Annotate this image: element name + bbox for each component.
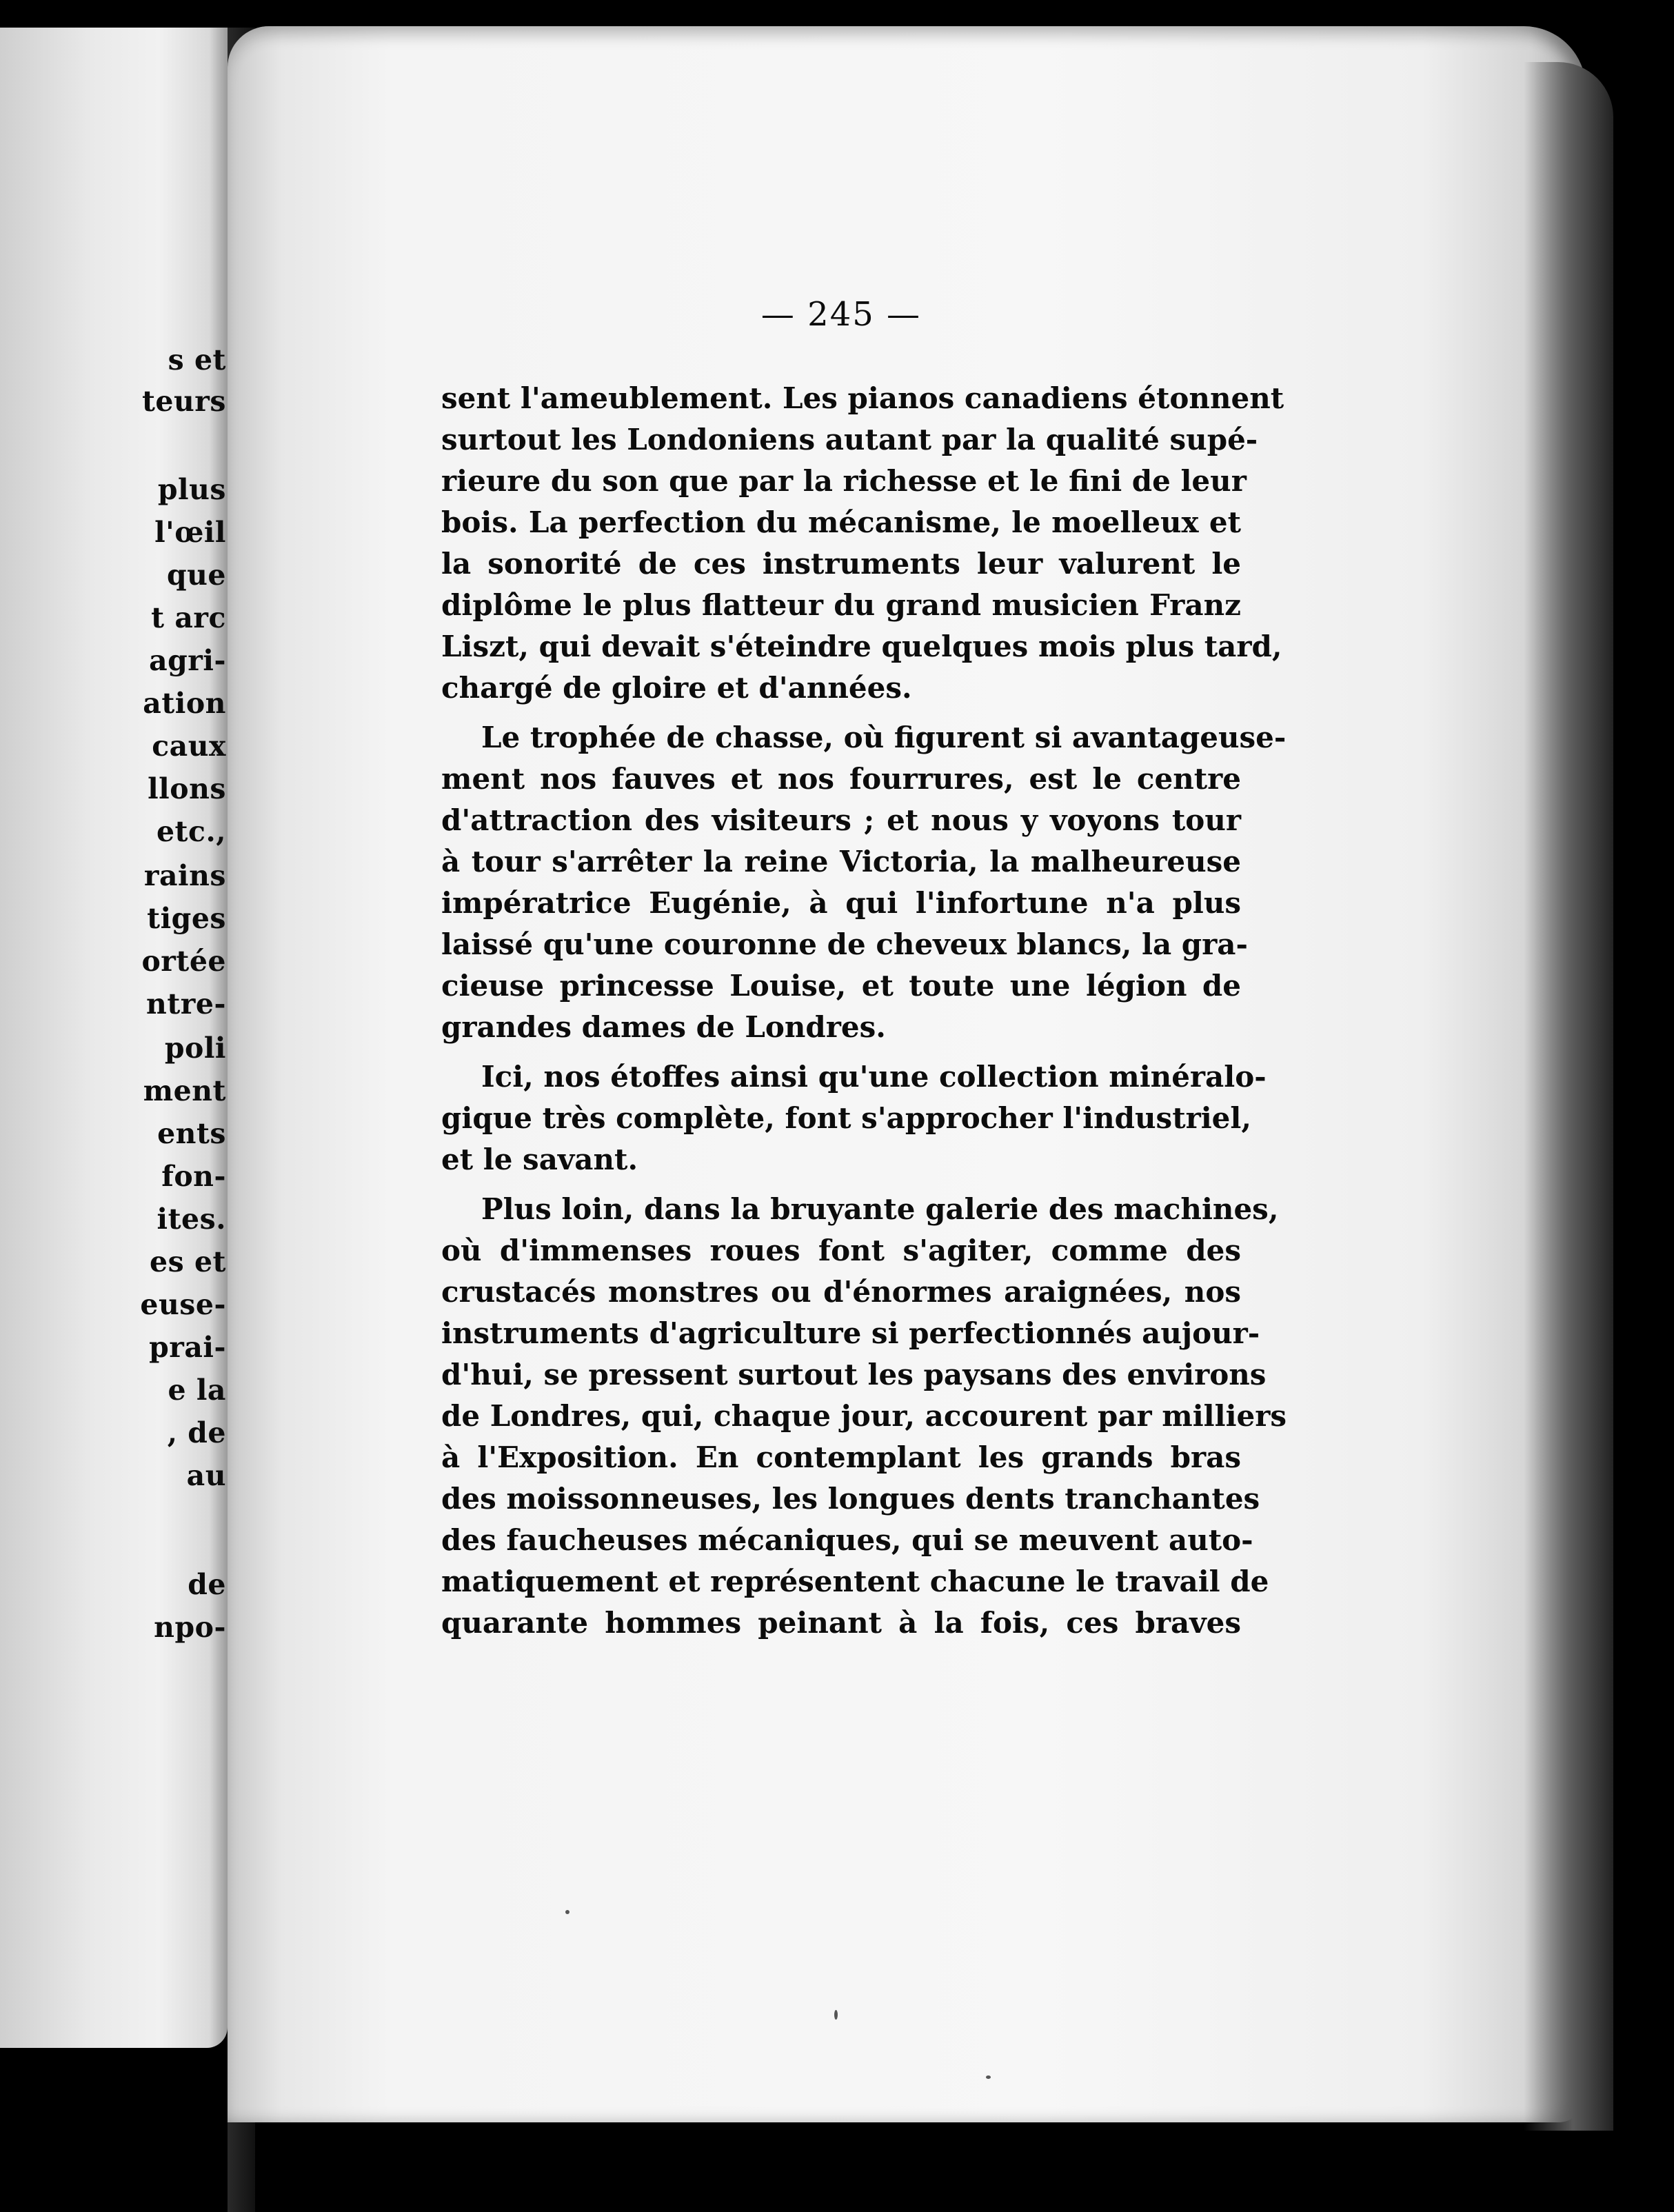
text-line: laissé qu'une couronne de cheveux blancs, la gra-: [441, 927, 1248, 961]
text-line: ment nos fauves et nos fourrures, est le centre: [441, 762, 1241, 796]
previous-page-line: teurs: [141, 385, 226, 418]
text-line: crustacés monstres ou d'énormes araignées, nos: [441, 1275, 1241, 1309]
text-line: matiquement et représentent chacune le travail de: [441, 1565, 1269, 1598]
previous-page-line: t arc: [151, 601, 226, 634]
text-line: d'attraction des visiteurs ; et nous y voyons tour: [441, 803, 1241, 837]
text-line: la sonorité de ces instruments leur valurent le: [441, 547, 1241, 581]
paper-speck: [986, 2075, 991, 2079]
text-line: Le trophée de chasse, où figurent si avantageuse-: [481, 721, 1287, 754]
previous-page-line: tiges: [147, 902, 226, 935]
previous-page-line: ents: [157, 1117, 226, 1150]
previous-page-line: ation: [143, 687, 226, 720]
previous-page-line: es et: [150, 1245, 226, 1278]
text-line: d'hui, se pressent surtout les paysans des environs: [441, 1358, 1267, 1391]
text-line: Plus loin, dans la bruyante galerie des machines,: [481, 1192, 1279, 1226]
page-number: — 245 —: [760, 295, 922, 334]
text-line: à tour s'arrêter la reine Victoria, la malheureuse: [441, 845, 1241, 878]
paragraph: [441, 1189, 1287, 1644]
previous-page-fragment: [0, 28, 228, 2048]
previous-page-line: caux: [152, 730, 226, 763]
previous-page-line: llons: [148, 772, 226, 805]
paper-speck: [565, 1910, 569, 1914]
previous-page-line: que: [166, 559, 226, 592]
previous-page-line: ortée: [141, 945, 226, 978]
previous-page-line: s et: [168, 343, 226, 376]
previous-page-line: fon-: [161, 1160, 226, 1193]
previous-page-line: npo-: [154, 1611, 226, 1644]
text-line: chargé de gloire et d'années.: [441, 671, 912, 705]
body-text: [441, 378, 1287, 1652]
previous-page-line: au: [186, 1459, 226, 1492]
paragraph: [441, 378, 1284, 709]
previous-page-line: plus: [157, 473, 226, 506]
text-line: cieuse princesse Louise, et toute une légion de: [441, 969, 1241, 1003]
previous-page-line: prai-: [149, 1331, 226, 1364]
text-line: Liszt, qui devait s'éteindre quelques mois plus tard,: [441, 630, 1282, 663]
previous-page-line: l'œil: [154, 516, 226, 549]
previous-page-line: rains: [143, 859, 226, 892]
text-line: où d'immenses roues font s'agiter, comme des: [441, 1234, 1241, 1267]
paragraph: [441, 1056, 1267, 1180]
previous-page-line: poli: [164, 1032, 226, 1065]
text-line: surtout les Londoniens autant par la qualité supé-: [441, 423, 1258, 456]
text-line: Ici, nos étoffes ainsi qu'une collection minéralo-: [481, 1060, 1267, 1094]
text-line: rieure du son que par la richesse et le fini de leur: [441, 464, 1247, 498]
paragraph: [441, 717, 1287, 1048]
page-edge-shadow: [1524, 62, 1613, 2131]
paper-speck: [834, 2010, 838, 2020]
previous-page-line: ment: [143, 1074, 226, 1107]
text-line: grandes dames de Londres.: [441, 1010, 886, 1044]
previous-page-line: e la: [168, 1374, 226, 1407]
previous-page-line: ites.: [157, 1203, 226, 1236]
text-line: instruments d'agriculture si perfectionnés aujour-: [441, 1316, 1260, 1350]
text-line: des moissonneuses, les longues dents tranchantes: [441, 1482, 1260, 1516]
text-line: à l'Exposition. En contemplant les grands bras: [441, 1440, 1241, 1474]
text-line: impératrice Eugénie, à qui l'infortune n'a plus: [441, 886, 1241, 920]
text-line: de Londres, qui, chaque jour, accourent par milliers: [441, 1399, 1287, 1433]
text-line: gique très complète, font s'approcher l'industriel,: [441, 1101, 1251, 1135]
previous-page-line: agri-: [149, 644, 226, 677]
previous-page-line: de: [188, 1568, 226, 1601]
text-line: et le savant.: [441, 1143, 638, 1176]
text-line: sent l'ameublement. Les pianos canadiens étonnent: [441, 381, 1284, 415]
text-line: quarante hommes peinant à la fois, ces braves: [441, 1606, 1241, 1640]
previous-page-line: etc.,: [156, 815, 226, 848]
text-line: des faucheuses mécaniques, qui se meuvent auto-: [441, 1523, 1253, 1557]
previous-page-line: ntre-: [146, 987, 226, 1020]
text-line: bois. La perfection du mécanisme, le moelleux et: [441, 505, 1241, 539]
text-line: diplôme le plus flatteur du grand musicien Franz: [441, 588, 1241, 622]
previous-page-line: euse-: [140, 1288, 226, 1321]
previous-page-line: , de: [167, 1416, 226, 1449]
